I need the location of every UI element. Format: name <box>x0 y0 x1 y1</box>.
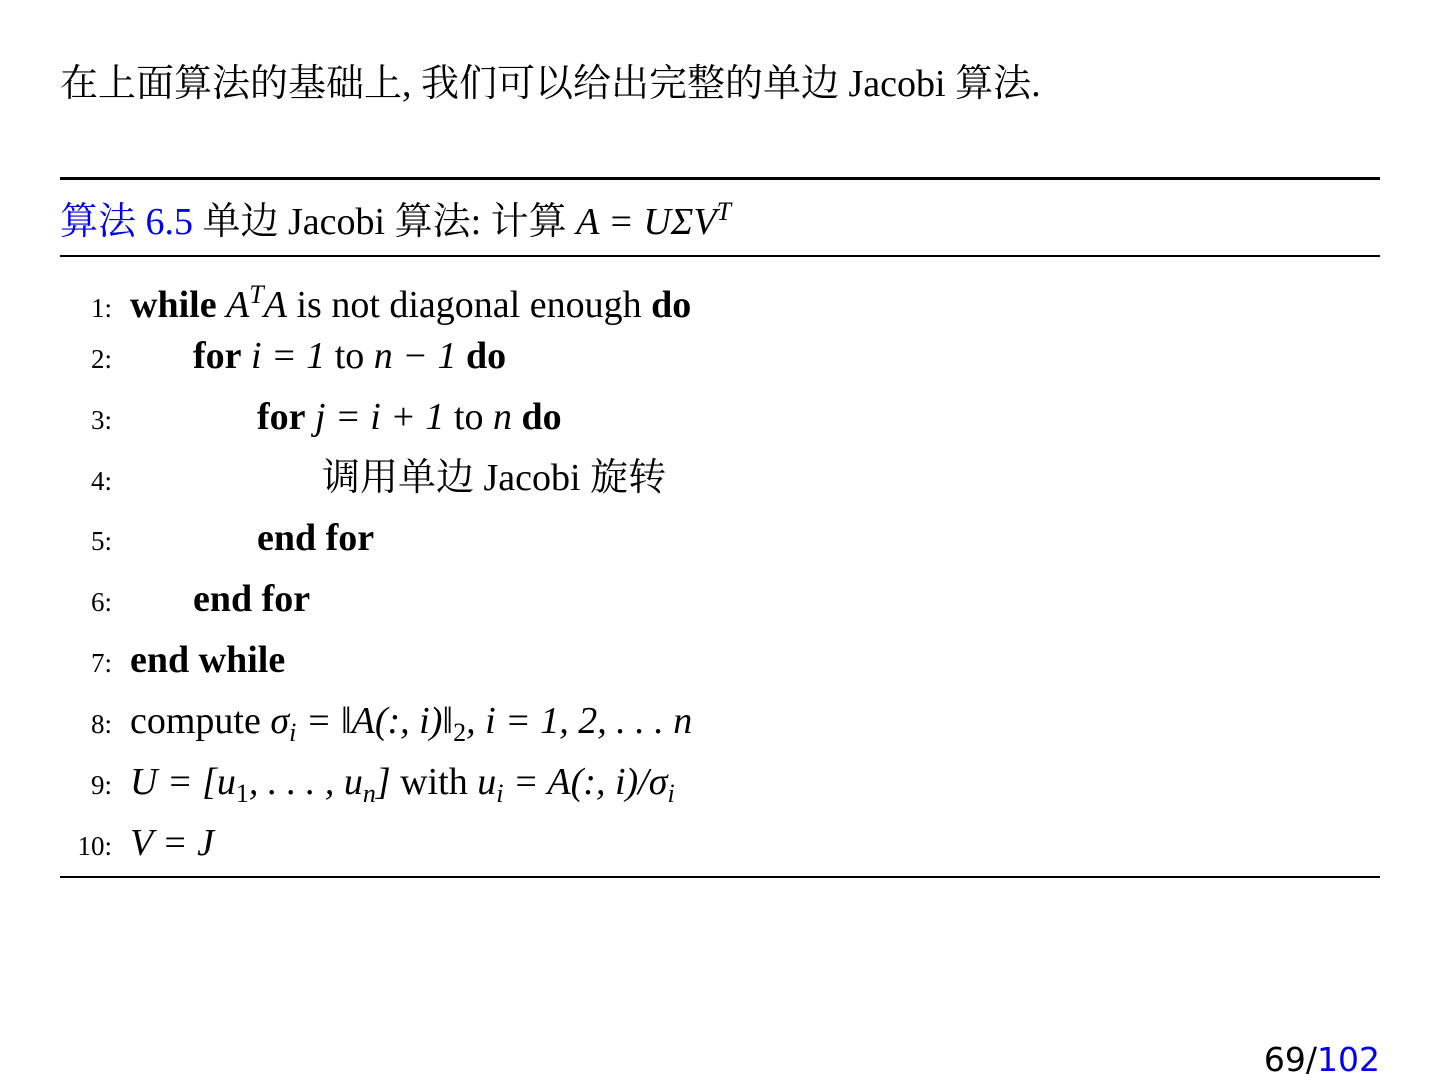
algo-line-2 <box>60 331 506 381</box>
line-number: 7: <box>90 648 112 678</box>
algo-line-4 <box>60 453 666 503</box>
math-a: A <box>226 284 250 326</box>
math-for-i: i = 1 <box>251 335 326 377</box>
keyword-end-for: end for <box>257 517 375 559</box>
intro-text: 在上面算法的基础上, 我们可以给出完整的单边 Jacobi 算法. <box>60 63 1041 105</box>
page-current: 69/ <box>1263 1040 1317 1079</box>
line-number: 2: <box>90 344 112 374</box>
math-n: n <box>493 396 512 438</box>
algorithm-mid-rule <box>60 255 1380 257</box>
math-v-eq-j: V = J <box>130 822 215 864</box>
line-number: 8: <box>90 709 112 739</box>
algorithm-title-sup: T <box>716 197 732 226</box>
math-sup-t: T <box>249 280 264 309</box>
math-n-minus-1: n − 1 <box>373 335 457 377</box>
math-sub-1: 1 <box>235 779 249 808</box>
word-compute: compute <box>130 700 261 742</box>
page-number <box>1264 1040 1380 1080</box>
algo-line-9 <box>60 757 675 807</box>
keyword-do: do <box>651 284 692 326</box>
algorithm-bottom-rule <box>60 876 1380 878</box>
math-sub-n: n <box>362 779 376 808</box>
math-norm-expr: = ‖A(:, i)‖ <box>296 700 454 742</box>
line-number: 6: <box>90 587 112 617</box>
math-u-eq: U = [u <box>130 761 236 803</box>
keyword-for: for <box>257 396 306 438</box>
algorithm-title-formula: A = UΣV <box>576 201 717 243</box>
word-to: to <box>334 335 365 377</box>
keyword-do: do <box>521 396 562 438</box>
word-with: with <box>400 761 468 803</box>
math-sub-i: i <box>496 779 504 808</box>
keyword-for: for <box>193 335 242 377</box>
math-sub-2: 2 <box>453 718 467 747</box>
math-for-j: j = i + 1 <box>315 396 445 438</box>
math-sigma: σ <box>270 700 290 742</box>
keyword-end-while: end while <box>130 639 286 681</box>
algorithm-caption <box>60 196 731 246</box>
keyword-end-for: end for <box>193 578 311 620</box>
condition-text: is not diagonal enough <box>296 284 642 326</box>
line-number: 5: <box>90 526 112 556</box>
math-ui-rhs: = A(:, i)/σ <box>503 761 668 803</box>
math-sub-i: i <box>289 718 297 747</box>
line-number: 1: <box>90 293 112 323</box>
algorithm-title: 单边 Jacobi 算法: 计算 <box>202 201 567 243</box>
line-number: 9: <box>90 770 112 800</box>
math-sub-i: i <box>667 779 675 808</box>
call-rotation-text: 调用单边 Jacobi 旋转 <box>322 457 667 499</box>
algo-line-1 <box>60 270 692 326</box>
math-ui: u <box>477 761 497 803</box>
page-total-link[interactable]: 102 <box>1317 1040 1380 1079</box>
algo-line-10 <box>60 818 214 868</box>
algorithm-top-rule <box>60 177 1380 180</box>
algo-line-3 <box>60 392 562 442</box>
math-u-close: ] <box>375 761 391 803</box>
algo-line-7 <box>60 635 285 685</box>
keyword-while: while <box>130 284 217 326</box>
algo-line-8 <box>60 696 692 746</box>
math-a: A <box>263 284 287 326</box>
algo-line-6 <box>60 574 310 624</box>
line-number: 4: <box>90 466 112 496</box>
algo-line-5 <box>60 513 374 563</box>
math-norm-tail: , i = 1, 2, . . . n <box>466 700 693 742</box>
line-number: 3: <box>90 405 112 435</box>
word-to: to <box>453 396 484 438</box>
algorithm-label: 算法 <box>60 201 137 243</box>
keyword-do: do <box>465 335 507 377</box>
algorithm-number: 6.5 <box>145 201 194 243</box>
line-number: 10: <box>77 831 112 861</box>
math-u-mid: , . . . , u <box>248 761 363 803</box>
